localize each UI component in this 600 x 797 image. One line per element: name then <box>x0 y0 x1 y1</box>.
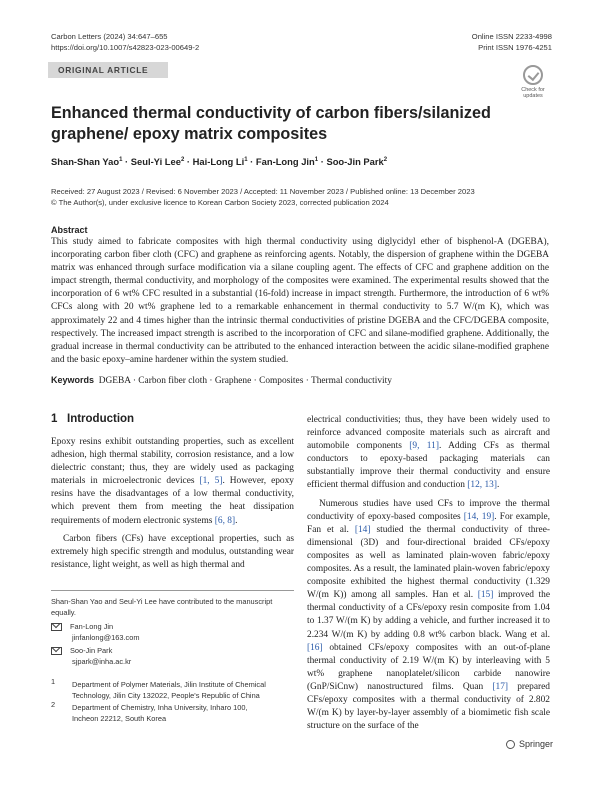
citation-link[interactable]: [15] <box>477 590 494 601</box>
text-run: prepared CFs/epoxy composites with a thermal conductivity of 2.802 W/(m K) by layer-by-layer assembly of a biomimetic fish scale structure on the surface of the <box>307 681 550 732</box>
citation-link[interactable]: [1, 5] <box>199 476 223 487</box>
author-affiliation-mark: 2 <box>180 156 185 163</box>
check-updates-line2: updates <box>523 93 543 99</box>
author-name[interactable]: Soo-Jin Park <box>326 156 384 167</box>
text-run: . However, epoxy resins have the disadvantages of a low thermal conductivity, which prevent them from meeting the heat dissipation requirements of modern electronic systems <box>51 476 294 526</box>
corresponding-author-1 <box>51 622 140 643</box>
corresponding-email[interactable]: sjpark@inha.ac.kr <box>72 656 132 666</box>
text-run: . Adding CFs as thermal conductors to epoxy-based packaging materials can substantially improve their thermal conductivity and ensure efficient thermal diffusion and conduction <box>307 441 550 491</box>
body-column-left <box>51 436 294 577</box>
check-updates-icon <box>523 65 543 85</box>
text-run: studied the thermal conductivity of three-dimensional (3D) and four-directional braided CFs/epoxy composites as well as laminated plain-woven fabric/epoxy composites. As a result, the laminated plain-woven fabric/epoxy composite exhibited the highest thermal conductivity (1.329 W/(m K)) among all samples. Han et al. <box>307 524 550 601</box>
author-name[interactable]: Fan-Long Jin <box>255 156 315 167</box>
doi-link[interactable]: https://doi.org/10.1007/s42823-023-00649-2 <box>51 43 200 52</box>
author-affiliation-mark: 1 <box>244 156 248 163</box>
text-run: electrical conductivities; thus, they have been widely used to reinforce advanced composite materials such as aircraft and automobile components <box>307 415 550 452</box>
affiliation-1: Department of Polymer Materials, Jilin Institute of Chemical Technology, Jilin City 132022, People's Republic of China <box>72 680 266 700</box>
publication-history <box>51 186 571 208</box>
section-number: 1 <box>51 413 58 425</box>
keywords <box>51 375 392 386</box>
body-column-right <box>307 414 550 738</box>
corresponding-email[interactable]: jinfanlong@163.com <box>72 632 140 642</box>
author-affiliation-mark: 1 <box>314 156 319 163</box>
text-run: Numerous studies have used CFs to improve the thermal conductivity of epoxy-based composites <box>307 498 550 522</box>
paragraph <box>307 414 550 493</box>
journal-citation: Carbon Letters (2024) 34:647–655 <box>51 32 168 41</box>
copyright-line: © The Author(s), under exclusive licence to Korean Carbon Society 2023, corrected publication 2024 <box>51 198 389 207</box>
section-title: Introduction <box>67 413 135 425</box>
envelope-icon <box>51 647 62 655</box>
check-updates-line1: Check for <box>521 87 545 93</box>
author-name[interactable]: Seul-Yi Lee <box>130 156 181 167</box>
paragraph <box>307 498 550 734</box>
corresponding-author-2 <box>51 646 131 667</box>
article-title: Enhanced thermal conductivity of carbon fibers/silanized graphene/ epoxy matrix composites <box>51 104 491 143</box>
history-dates: Received: 27 August 2023 / Revised: 6 November 2023 / Accepted: 11 November 2023 / Published online: 13 December 2023 <box>51 187 475 196</box>
citation-link[interactable]: [14] <box>354 524 371 535</box>
text-run: improved the thermal conductivity of a CFs/epoxy resin composite from 1.04 to 1.37 W/(m K) by adding a vehicle, and further increased it to 2.234 W/(m K) by adding 0.8 wt% carbon black. Wang et al. <box>307 590 550 640</box>
keywords-label: Keywords <box>51 375 95 385</box>
affiliation-1-number: 1 <box>51 677 56 686</box>
citation-link[interactable]: [9, 11] <box>409 441 439 452</box>
author-affiliation-mark: 2 <box>383 156 388 163</box>
text-run: . <box>235 515 238 526</box>
corresponding-name: Soo-Jin Park <box>70 646 113 655</box>
running-header-right <box>472 31 552 53</box>
citation-link[interactable]: [14, 19] <box>463 511 495 522</box>
online-issn: Online ISSN 2233-4998 <box>471 32 552 41</box>
author-name[interactable]: Shan-Shan Yao <box>51 156 120 167</box>
citation-link[interactable]: [12, 13] <box>467 480 497 491</box>
text-run: obtained CFs/epoxy composites with an out-of-plane thermal conductivity of 2.19 W/(m K) by interleaving with 5 wt% graphene nanoplatelet/silicon carbide nanowire (GnP/SiCnw) nanostructured films. Quan <box>307 642 550 692</box>
citation-link[interactable]: [17] <box>492 681 509 692</box>
citation-link[interactable]: [6, 8] <box>214 515 236 526</box>
affiliation-2: Department of Chemistry, Inha University, Inharo 100, Incheon 22212, South Korea <box>72 703 248 723</box>
footnote-divider <box>51 590 294 591</box>
text-run: . <box>496 480 500 491</box>
keywords-list: DGEBA · Carbon fiber cloth · Graphene · Composites · Thermal conductivity <box>98 376 392 386</box>
author-list: Shan-Shan Yao$^1$ · Seul-Yi Lee$^2$ · Hai-Long $Li^1$ · Fan-Long Jin$^1$ · Soo-Jin Park$^2$ <box>51 156 388 167</box>
text-run: Epoxy resins exhibit outstanding properties, such as excellent adhesion, high thermal stability, corrosion resistance, and a low dielectric constant; thus, they are widely used as packaging materials in microelectronic devices <box>51 437 294 487</box>
print-issn: Print ISSN 1976-4251 <box>478 43 552 52</box>
author-name[interactable]: Hai-Long Li <box>192 156 245 167</box>
paragraph <box>51 436 294 528</box>
paragraph: Carbon fibers (CFs) have exceptional properties, such as extremely high specific strength and modulus, outstanding wear resistance, light weight, as well as high thermal and <box>51 533 294 570</box>
springer-horse-icon <box>506 740 515 749</box>
section-heading <box>51 413 134 425</box>
text-run: . For example, Fan et al. <box>307 511 550 535</box>
affiliation-2-number: 2 <box>51 700 56 709</box>
publisher-logo <box>506 739 553 749</box>
corresponding-name: Fan-Long Jin <box>70 622 114 631</box>
publisher-name: Springer <box>519 739 554 749</box>
abstract-text: This study aimed to fabricate composites with high thermal conductivity using diglycidyl ether of bisphenol-A (DGEBA), incorporating carbon fiber cloth (CFC) and graphene as reinforcing agents. Notably, the dispersion of graphene within the DGEBA matrix was enhanced through surface modification via a silane coupling agent. The effects of CFC and graphene addition on the impact strength, thermal conductivity, and morphology of the composites were examined. The experimental results showed that the incorporation of 6 wt% CFC resulted in a substantial (16-fold) increase in impact strength. Furthermore, the introduction of 6 wt% CFCs along with 20 wt% graphene led to a remarkable enhancement in thermal conductivity to 5.7 W/(m K), which was approximately 22 and 4 times higher than the intrinsic thermal conductivities of pristine DGEBA and the CFC/DGEBA composite, respectively. The increased impact strength is ascribed to the incorporation of CFC and silane-modified graphene. Additionally, the gradual increase in thermal conductivity can be attributed to the enhanced interaction between the acidic silane-modified graphene and the basic epoxy–amine hardener within the system studied. <box>51 237 549 365</box>
contribution-note: Shan-Shan Yao and Seul-Yi Lee have contributed to the manuscript equally. <box>51 597 273 617</box>
citation-link[interactable]: [16] <box>307 642 323 653</box>
abstract-heading: Abstract <box>51 225 88 235</box>
article-type-badge: ORIGINAL ARTICLE <box>48 62 168 78</box>
author-affiliation-mark: 1 <box>119 156 123 163</box>
running-header-left <box>51 31 199 53</box>
check-for-updates-button[interactable] <box>515 65 551 99</box>
envelope-icon <box>51 623 62 631</box>
